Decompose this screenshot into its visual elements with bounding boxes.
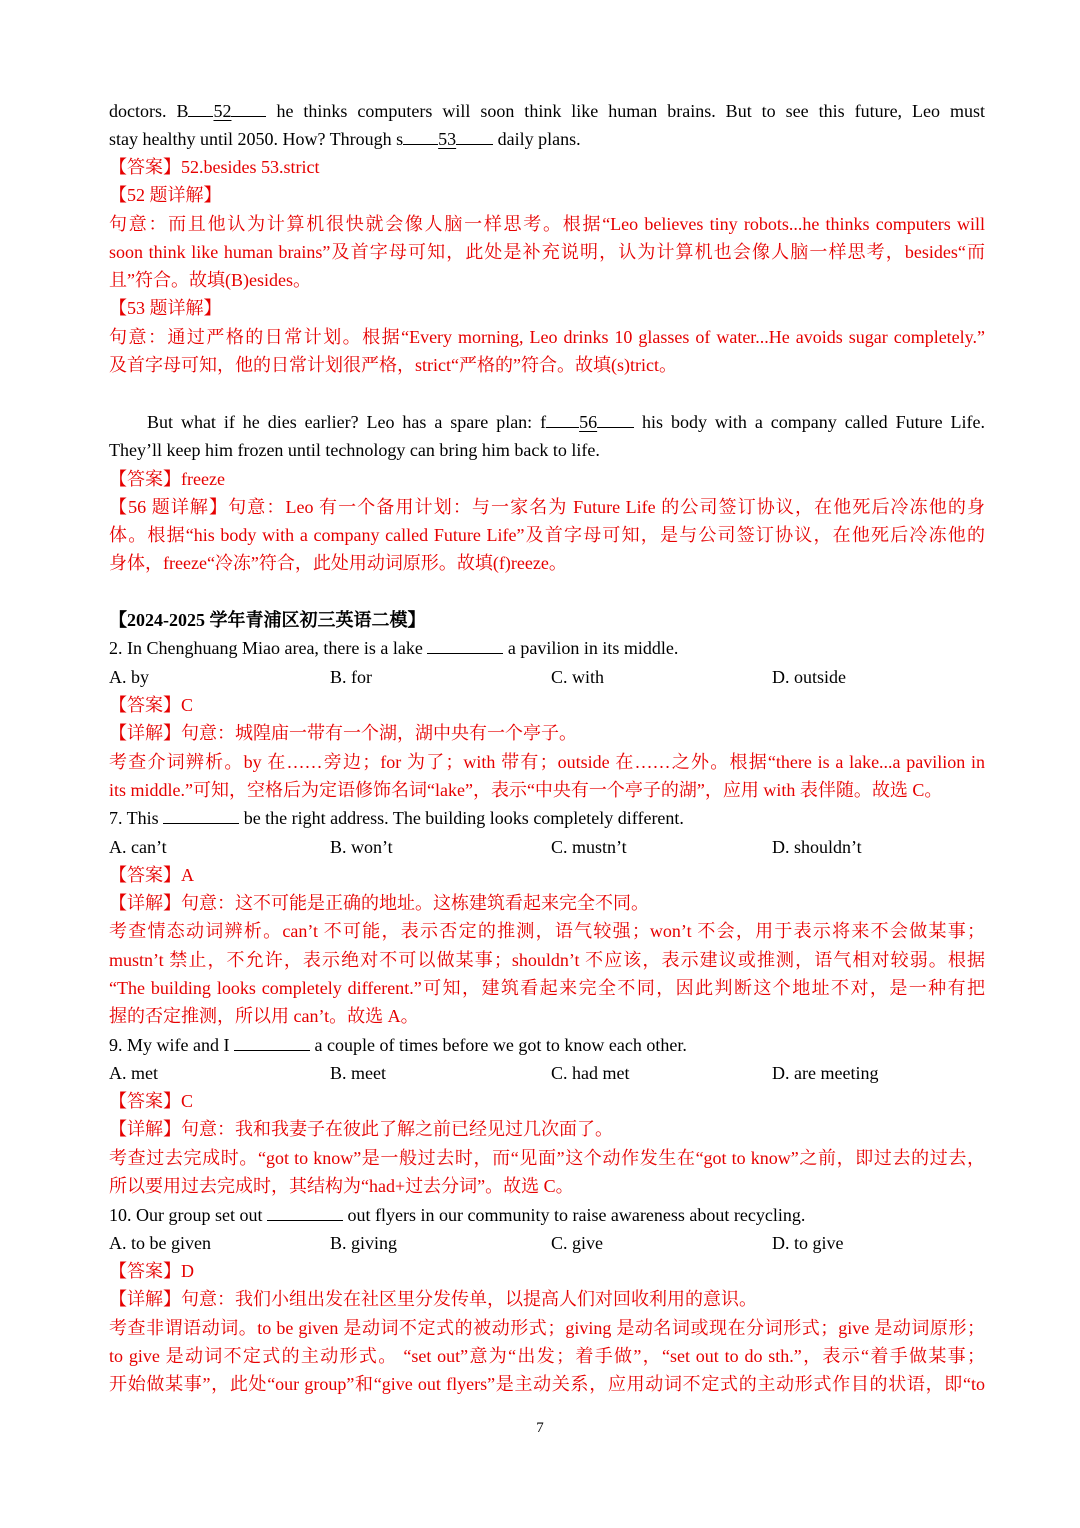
question-7-answer: 【答案】A <box>109 865 194 885</box>
question-7-stem <box>109 804 985 832</box>
question-9-detail-line: 考查过去完成时。“got to know”是一般过去时，而“见面”这个动作发生在“got to know”之前，即过去的过去， <box>109 1148 985 1168</box>
page-number: 7 <box>536 1420 544 1436</box>
heading-52: 【52 题详解】 <box>109 185 222 205</box>
question-2-option-c: C. with <box>551 667 605 687</box>
answer-52-53: 【答案】52.besides 53.strict <box>109 157 320 177</box>
question-9-option-c: C. had met <box>551 1063 630 1083</box>
question-7-option-c: C. mustn’t <box>551 837 627 857</box>
explain-56-line-2: 体。根据“his body with a company called Future Life”及首字母可知，是与公司签订协议，在他死后冷冻他的 <box>109 525 985 545</box>
question-9-option-b: B. meet <box>330 1063 386 1083</box>
section-title: 【2024-2025 学年青浦区初三英语二模】 <box>109 610 426 630</box>
question-2-answer: 【答案】C <box>109 695 194 715</box>
blank-line <box>231 98 266 117</box>
blank-number-56: 56 <box>579 412 598 432</box>
text: he thinks computers will soon think like human brains. But to see this future, Leo must <box>266 101 985 121</box>
answer-blank <box>234 1032 310 1051</box>
explain-52-line-1: 句意：而且他认为计算机很快就会像人脑一样思考。根据“Leo believes tiny robots...he thinks computers will <box>109 214 985 234</box>
text: his body with a company called Future Life. <box>634 412 985 432</box>
question-10-answer: 【答案】D <box>109 1261 194 1281</box>
text: But what if he dies earlier? Leo has a spare plan: f <box>147 412 547 432</box>
question-2-detail-line: its middle.”可知，空格后为定语修饰名词“lake”，表示“中央有一个亭子的湖”，应用 with 表伴随。故选 C。 <box>109 780 943 800</box>
question-9-detail-line: 所以要用过去完成时，其结构为“had+过去分词”。故选 C。 <box>109 1176 574 1196</box>
explain-52-line-3: 且”符合。故填(B)esides。 <box>109 270 311 290</box>
answer-56: 【答案】freeze <box>109 469 225 489</box>
blank-line <box>597 409 634 428</box>
question-10-stem <box>109 1201 985 1229</box>
question-10-option-a: A. to be given <box>109 1233 211 1253</box>
question-10-detail-line: 开始做某事”，此处“our group”和“give out flyers”是主动关系，应用动词不定式的主动形式作目的状语，即“to <box>109 1374 985 1394</box>
question-2-option-b: B. for <box>330 667 372 687</box>
text: be the right address. The building looks completely different. <box>239 808 684 828</box>
question-7-detail-line: mustn’t 禁止，不允许，表示绝对不可以做某事；shouldn’t 不应该，表示建议或推测，语气相对较弱。根据 <box>109 950 985 970</box>
question-10-option-d: D. to give <box>772 1233 844 1253</box>
question-2-option-d: D. outside <box>772 667 846 687</box>
question-10-detail-line: 考查非谓语动词。to be given 是动词不定式的被动形式；giving 是动名词或现在分词形式；give 是动词原形； <box>109 1318 985 1338</box>
answer-blank <box>427 635 503 654</box>
text: 7. This <box>109 808 164 828</box>
question-7-option-b: B. won’t <box>330 837 393 857</box>
question-2-detail-line: 考查介词辨析。by 在……旁边；for 为了；with 带有；outside 在……之外。根据“there is a lake...a pavilion in <box>109 752 985 772</box>
question-9-option-d: D. are meeting <box>772 1063 879 1083</box>
blank-line <box>188 98 213 117</box>
answer-blank <box>163 805 239 824</box>
question-9-detail-line: 【详解】句意：我和我妻子在彼此了解之前已经见过几次面了。 <box>109 1119 613 1139</box>
question-2-detail-line: 【详解】句意：城隍庙一带有一个湖，湖中央有一个亭子。 <box>109 723 577 743</box>
explain-56-line-3: 身体，freeze“冷冻”符合，此处用动词原形。故填(f)reeze。 <box>109 553 567 573</box>
blank-line <box>546 409 579 428</box>
question-9-answer: 【答案】C <box>109 1091 194 1111</box>
question-10-option-b: B. giving <box>330 1233 398 1253</box>
question-7-detail-line: 握的否定推测，所以用 can’t。故选 A。 <box>109 1006 419 1026</box>
explain-52-line-2: soon think like human brains”及首字母可知，此处是补充说明，认为计算机也会像人脑一样思考，besides“而 <box>109 242 985 262</box>
heading-53: 【53 题详解】 <box>109 298 222 318</box>
blank-line <box>456 126 493 145</box>
explain-53-line-1: 句意：通过严格的日常计划。根据“Every morning, Leo drinks 10 glasses of water...He avoids sugar completely.” <box>109 327 985 347</box>
text: 2. In Chenghuang Miao area, there is a lake <box>109 638 428 658</box>
question-7-detail-line: 【详解】句意：这不可能是正确的地址。这栋建筑看起来完全不同。 <box>109 893 649 913</box>
text: 9. My wife and I <box>109 1035 234 1055</box>
question-7-detail-line: 考查情态动词辨析。can’t 不可能，表示否定的推测，语气较强；won’t 不会，用于表示将来不会做某事； <box>109 921 985 941</box>
question-7-option-d: D. shouldn’t <box>772 837 862 857</box>
text: daily plans. <box>493 129 581 149</box>
question-9-option-a: A. met <box>109 1063 158 1083</box>
question-10-detail-line: to give 是动词不定式的主动形式。 “set out”意为“出发；着手做”，“set out to do sth.”，表示“着手做某事； <box>109 1346 985 1366</box>
text: a couple of times before we got to know each other. <box>309 1035 687 1055</box>
explain-53-line-2: 及首字母可知，他的日常计划很严格，strict“严格的”符合。故填(s)trict。 <box>109 355 677 375</box>
passage-2-line-2: They’ll keep him frozen until technology can bring him back to life. <box>109 440 600 460</box>
blank-number-53: 53 <box>438 129 457 149</box>
question-10-detail-line: 【详解】句意：我们小组出发在社区里分发传单，以提高人们对回收利用的意识。 <box>109 1289 757 1309</box>
question-7-detail-line: “The building looks completely different.”可知，建筑看起来完全不同，因此判断这个地址不对，是一种有把 <box>109 978 985 998</box>
text: stay healthy until 2050. How? Through s <box>109 129 404 149</box>
question-2-option-a: A. by <box>109 667 149 687</box>
passage-line-2 <box>109 125 985 153</box>
text: doctors. B <box>109 101 189 121</box>
explain-56-line-1: 【56 题详解】句意：Leo 有一个备用计划：与一家名为 Future Life 的公司签订协议，在他死后冷冻他的身 <box>109 497 985 517</box>
passage-2-line-1 <box>147 408 985 436</box>
passage-line-1 <box>109 97 985 125</box>
text: out flyers in our community to raise awareness about recycling. <box>342 1205 806 1225</box>
question-9-stem <box>109 1031 985 1059</box>
text: a pavilion in its middle. <box>503 638 679 658</box>
question-2-stem <box>109 634 985 662</box>
answer-blank <box>267 1202 343 1221</box>
question-10-option-c: C. give <box>551 1233 603 1253</box>
question-7-option-a: A. can’t <box>109 837 167 857</box>
text: 10. Our group set out <box>109 1205 267 1225</box>
blank-number-52: 52 <box>213 101 232 121</box>
blank-line <box>403 126 438 145</box>
